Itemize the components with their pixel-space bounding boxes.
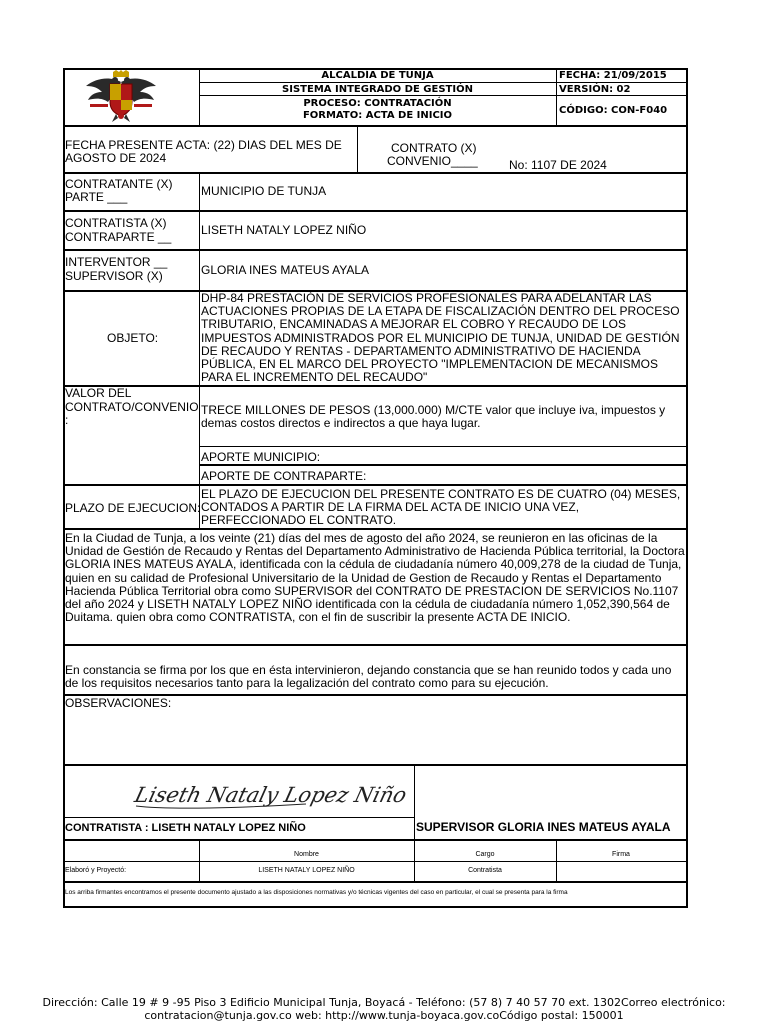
contrato-number: No: 1107 DE 2024 <box>509 158 607 172</box>
aporte-municipio-label: APORTE MUNICIPIO: <box>201 450 321 464</box>
fecha-acta-line2: AGOSTO DE 2024 <box>65 151 167 165</box>
header-institution: ALCALDÍA DE TUNJA <box>321 70 434 81</box>
header-version: VERSIÓN: 02 <box>559 84 631 95</box>
header-date: FECHA: 21/09/2015 <box>559 70 667 81</box>
valor-label: VALOR DEL <box>65 386 132 400</box>
elaboro-cargo: Contratista <box>468 867 502 874</box>
frame-bottom <box>63 906 688 908</box>
observaciones-label: OBSERVACIONES: <box>65 696 172 710</box>
interventor-label: INTERVENTOR __ <box>65 255 168 269</box>
elaboro-nombre: LISETH NATALY LOPEZ NIÑO <box>258 867 355 874</box>
header-code: CÓDIGO: CON-F040 <box>559 105 668 116</box>
contrato-convenio-label: CONTRATO/CONVENIO <box>65 400 199 414</box>
header-process: PROCESO: CONTRATACIÓN <box>303 98 452 109</box>
aporte-contraparte-label: APORTE DE CONTRAPARTE: <box>201 469 367 483</box>
footer-contact: contratacion@tunja.gov.co web: http://www.tunja-boyaca.gov.coCódigo postal: 150001 <box>144 1009 624 1022</box>
valor-colon: : <box>65 413 69 427</box>
body-paragraph: En la Ciudad de Tunja, a los veinte (21) días del mes de agosto del año 2024, se reunieron en las oficinas de la Unidad de Gestión de Recaudo y Rentas del Departamento Administrativo de Hacienda Pública territorial, la Doctora GLORIA INES MATEUS AYALA, identificada con la cédula de ciudadanía número 40,009,278 de la ciudad de Tunja, quien en su calidad de Profesional Universitario de la Unidad de Gestion de Recaudo y Rentas el Departamento Hacienda Pública Territorial obra como SUPERVISOR del CONTRATO DE PRESTACION DE SERVICIOS No.1107 del año 2024 y LISETH NATALY LOPEZ NIÑO identificada con la cédula de ciudadanía número 1,052,390,564 de Duitama. quien obra como CONTRATISTA, con el fin de suscribir la presente ACTA DE INICIO. <box>65 531 685 625</box>
signature-text: Liseth Nataly Lopez Niño <box>132 783 410 808</box>
supervisor-label: SUPERVISOR (X) <box>65 269 163 283</box>
disclaimer-text: Los arriba firmantes encontramos el presente documento ajustado a las disposiciones normativas y/o técnicas vigentes del caso en particular, el cual se presenta para la firma <box>65 889 568 896</box>
contraparte-label: CONTRAPARTE __ <box>65 230 172 244</box>
contratista-signature <box>130 768 410 812</box>
header-format: FORMATO: ACTA DE INICIO <box>302 110 453 121</box>
header-system: SISTEMA INTEGRADO DE GESTIÓN <box>282 84 473 95</box>
valor-value: TRECE MILLONES DE PESOS (13,000.000) M/CTE valor que incluye iva, impuestos y demas costos directos e indirectos a que haya lugar. <box>201 403 666 431</box>
plazo-value: EL PLAZO DE EJECUCION DEL PRESENTE CONTRATO ES DE CUATRO (04) MESES, CONTADOS A PARTIR DE LA FIRMA DEL ACTA DE INICIO UNA VEZ, PERFECCIONADO EL CONTRATO. <box>201 487 681 528</box>
contratista-label: CONTRATISTA (X) <box>65 216 167 230</box>
col-firma-header: Firma <box>612 851 630 858</box>
elaboro-label: Elaboró y Proyectó: <box>65 867 127 874</box>
constancia-text: En constancia se firma por los que en ésta intervinieron, dejando constancia que se han reunido todos y cada uno de los requisitos necesarios tanto para la legalización del contrato como para su ejecución. <box>65 663 672 691</box>
objeto-value: DHP-84 PRESTACIÓN DE SERVICIOS PROFESIONALES PARA ADELANTAR LAS ACTUACIONES PROPIAS DE LA ETAPA DE FISCALIZACIÓN DENTRO DEL PROCESO TRIBUTARIO, ENCAMINADAS A MEJORAR EL COBRO Y RECAUDO DE LOS IMPUESTOS ADMINISTRADOS POR EL MUNICIPIO DE TUNJA, UNIDAD DE GESTIÓN DE RECAUDO Y RENTAS - DEPARTAMENTO ADMINISTRATIVO DE HACIENDA PÚBLICA, EN EL MARCO DEL PROYECTO "IMPLEMENTACION DE MECANISMOS PARA EL INCREMENTO DEL RECAUDO" <box>201 291 680 385</box>
page-footer <box>0 996 768 1022</box>
contrato-label: CONTRATO (X) <box>391 141 477 155</box>
convenio-label: CONVENIO____ <box>387 154 478 168</box>
coat-of-arms-icon <box>80 70 162 124</box>
contratista-caption: CONTRATISTA : LISETH NATALY LOPEZ NIÑO <box>65 822 306 834</box>
plazo-label: PLAZO DE EJECUCION: <box>65 501 201 515</box>
col-nombre-header: Nombre <box>294 851 319 858</box>
footer-address: Dirección: Calle 19 # 9 -95 Piso 3 Edificio Municipal Tunja, Boyacá - Teléfono: (57 8) 7 40 57 70 ext. 1302Correo electrónico: <box>42 996 726 1009</box>
col-cargo-header: Cargo <box>475 851 495 858</box>
municipal-coat-of-arms <box>80 70 162 124</box>
frame-right <box>686 68 688 908</box>
parte-label: PARTE ___ <box>65 190 128 204</box>
fecha-acta-line1: FECHA PRESENTE ACTA: (22) DIAS DEL MES DE <box>65 138 342 152</box>
contratante-value: MUNICIPIO DE TUNJA <box>201 184 327 198</box>
contratista-value: LISETH NATALY LOPEZ NIÑO <box>201 223 367 237</box>
supervisor-caption: SUPERVISOR GLORIA INES MATEUS AYALA <box>416 820 671 834</box>
interventor-value: GLORIA INES MATEUS AYALA <box>201 263 370 277</box>
contratante-label: CONTRATANTE (X) <box>65 177 173 191</box>
objeto-label: OBJETO: <box>107 331 159 345</box>
